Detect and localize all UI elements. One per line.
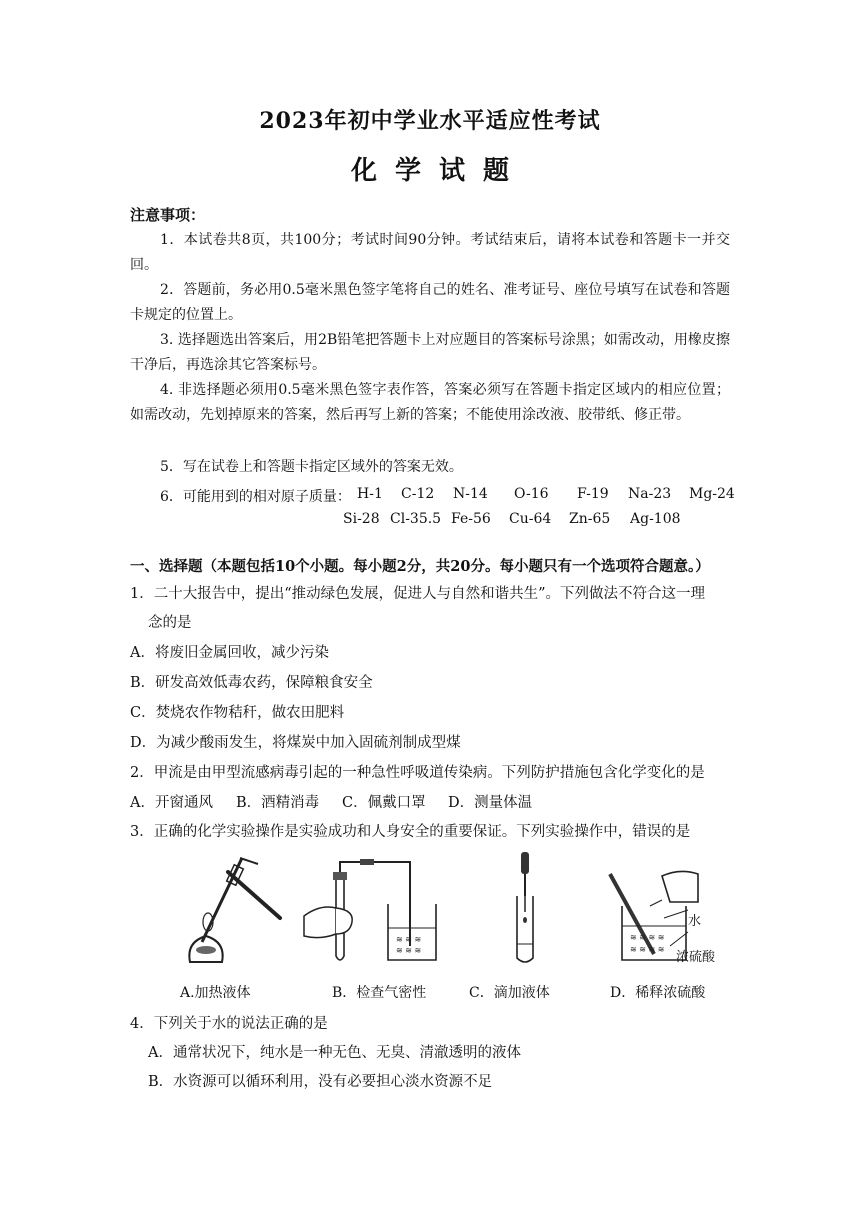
- mass-zn: Zn-65: [569, 511, 611, 527]
- q2-option-b: B．酒精消毒: [236, 795, 320, 811]
- figure-heating-liquid: [180, 850, 290, 965]
- q4-option-a: A．通常状况下，纯水是一种无色、无臭、清澈透明的液体: [148, 1045, 521, 1061]
- notice-item-4: 4. 非选择题必须用0.5毫米黑色签字表作答，答案必须写在答题卡指定区域内的相应位置；如需改动，先划掉原来的答案，然后再写上新的答案；不能使用涂改液、胶带纸、修正带。: [130, 382, 730, 423]
- svg-text:≋ ≋ ≋ ≋: ≋ ≋ ≋ ≋: [630, 945, 665, 954]
- figure-gas-tightness: [300, 856, 460, 966]
- notice-item-5: 5．写在试卷上和答题卡指定区域外的答案无效。: [160, 459, 463, 475]
- section-heading: 一、选择题（本题包括10个小题。每小题2分，共20分。每小题只有一个选项符合题意。）: [130, 558, 710, 575]
- notice-heading: 注意事项：: [130, 206, 206, 224]
- q4-stem: 4．下列关于水的说法正确的是: [130, 1016, 328, 1032]
- mass-cu: Cu-64: [509, 511, 552, 527]
- q3-stem: 3．正确的化学实验操作是实验成功和人身安全的重要保证。下列实验操作中，错误的是: [130, 824, 691, 840]
- mass-na: Na-23: [628, 486, 672, 502]
- q3-caption-b: B．检查气密性: [332, 985, 427, 1001]
- q1-stem-line1: 1．二十大报告中，提出“推动绿色发展，促进人与自然和谐共生”。下列做法不符合这一理: [130, 586, 706, 602]
- svg-text:≋ ≋ ≋ ≋: ≋ ≋ ≋ ≋: [630, 933, 665, 942]
- q2-stem: 2．甲流是由甲型流感病毒引起的一种急性呼吸道传染病。下列防护措施包含化学变化的是: [130, 765, 705, 781]
- mass-h: H-1: [357, 486, 383, 502]
- mass-n: N-14: [453, 486, 488, 502]
- label-conc-acid: 浓硫酸: [676, 950, 716, 965]
- q1-option-d: D．为减少酸雨发生，将煤炭中加入固硫剂制成型煤: [130, 735, 461, 751]
- label-water: 水: [688, 914, 702, 929]
- notice-item-1: 1．本试卷共8页，共100分；考试时间90分钟。考试结束后，请将本试卷和答题卡一并交回。: [130, 232, 730, 273]
- q3-caption-d: D．稀释浓硫酸: [610, 985, 706, 1001]
- q1-option-c: C．焚烧农作物秸秆，做农田肥料: [130, 705, 345, 721]
- subject-title: 化学试题: [350, 156, 527, 186]
- mass-fe: Fe-56: [451, 511, 491, 527]
- mass-si: Si-28: [343, 511, 380, 527]
- notice-item-3: 3. 选择题选出答案后，用2B铅笔把答题卡上对应题目的答案标号涂黑；如需改动，用橡皮擦干净后，再选涂其它答案标号。: [130, 332, 730, 373]
- q3-caption-a: A.加热液体: [180, 985, 251, 1001]
- q1-stem-line2: 念的是: [148, 615, 192, 631]
- mass-o: O-16: [514, 486, 549, 502]
- q4-option-b: B．水资源可以循环利用，没有必要担心淡水资源不足: [148, 1074, 493, 1090]
- q1-option-b: B．研发高效低毒农药，保障粮食安全: [130, 675, 373, 691]
- mass-f: F-19: [577, 486, 609, 502]
- atomic-mass-label: 6．可能用到的相对原子质量：: [160, 489, 351, 505]
- q1-option-a: A．将废旧金属回收，减少污染: [130, 645, 329, 661]
- mass-cl: Cl-35.5: [390, 511, 442, 527]
- q3-caption-c: C．滴加液体: [469, 985, 550, 1001]
- notice-item-2: 2．答题前，务必用0.5毫米黑色签字笔将自己的姓名、准考证号、座位号填写在试卷和答题卡规定的位置上。: [130, 282, 730, 323]
- mass-mg: Mg-24: [689, 486, 735, 502]
- mass-ag: Ag-108: [630, 511, 681, 527]
- q2-option-c: C．佩戴口罩: [342, 795, 426, 811]
- svg-text:≋ ≋ ≋: ≋ ≋ ≋: [396, 946, 422, 955]
- mass-c: C-12: [401, 486, 435, 502]
- figure-dropping-liquid: [505, 850, 545, 965]
- exam-title: 2023年初中学业水平适应性考试: [259, 108, 601, 134]
- q2-option-a: A．开窗通风: [130, 795, 213, 811]
- svg-text:≋ ≋ ≋: ≋ ≋ ≋: [396, 935, 422, 944]
- q2-option-d: D．测量体温: [448, 795, 533, 811]
